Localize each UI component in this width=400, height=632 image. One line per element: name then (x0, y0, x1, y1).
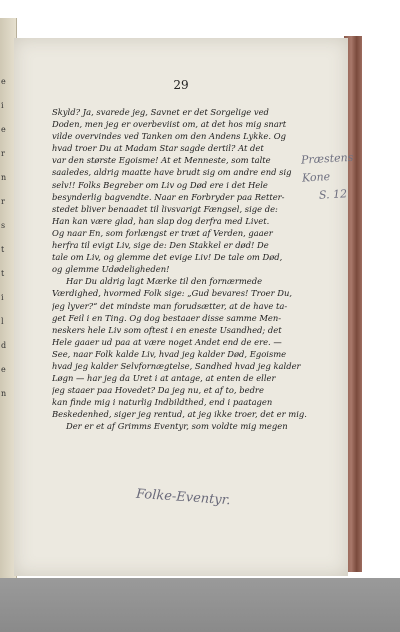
left-page-fragment: l (1, 317, 4, 326)
book-page (14, 38, 354, 576)
text-line: hvad jeg kalder Selvfornægtelse, Sandhed hvad jeg kalder (52, 360, 301, 371)
text-line: besynderlig bagvendte. Naar en Forbryder paa Retter- (52, 191, 285, 202)
left-page-fragment: t (1, 269, 5, 278)
body-text (52, 106, 310, 433)
page-number: 29 (173, 78, 189, 92)
text-line: Han kan være glad, han slap dog derfra med Livet. (52, 215, 270, 226)
text-line: Skyld? Ja, svarede jeg, Savnet er det Sorgelige ved (52, 107, 269, 117)
left-page-fragment: t (1, 245, 5, 254)
left-page-fragment: n (1, 389, 7, 398)
margin-note-line: S. 12 (318, 187, 348, 202)
left-page-fragment: i (1, 293, 4, 302)
left-page-fragment: r (1, 149, 5, 158)
left-page-fragment: e (1, 77, 6, 86)
left-page-fragment: n (1, 173, 7, 182)
handwritten-annotation: Folke-Eventyr. (135, 486, 232, 509)
text-line: neskers hele Liv som oftest i en eneste Usandhed; det (52, 324, 282, 335)
text-line: vilde overvindes ved Tanken om den Andens Lykke. Og (52, 131, 286, 142)
text-line: saaledes, aldrig maatte have brudt sig om andre end sig (52, 167, 292, 178)
left-page-fragment: e (1, 125, 6, 134)
margin-note-line: Præstens (300, 150, 354, 167)
left-page-fragment: d (1, 341, 7, 350)
text-line: jeg lyver?“ det mindste man forudsætter, at de have ta- (52, 300, 288, 311)
text-line: hvad troer Du at Madam Star sagde dertil? At det (52, 143, 264, 154)
text-line: Der er et af Grimms Eventyr, som voldte mig megen (66, 421, 288, 432)
text-line: kan finde mig i naturlig Indbildthed, end i paatagen (52, 397, 273, 408)
text-line: tale om Liv, og glemme det evige Liv! De tale om Død, (52, 252, 283, 263)
text-line: Værdighed, hvormed Folk sige: „Gud bevares! Troer Du, (52, 288, 293, 299)
text-line: var den største Egoisme! At et Menneste, som talte (52, 155, 271, 166)
text-line: jeg staaer paa Hovedet? Da jeg nu, et af to, bedre (52, 385, 264, 396)
background-band (0, 578, 400, 632)
text-line: selv!! Folks Begreber om Liv og Død ere i det Hele (52, 179, 268, 190)
text-line: Doden, men jeg er overbeviist om, at det hos mig snart (52, 119, 287, 130)
left-page-fragment: i (1, 101, 4, 110)
text-line: Og naar En, som forlængst er træt af Verden, gaaer (52, 227, 273, 238)
text-line: og glemme Udødeligheden! (52, 264, 170, 275)
text-line: Løgn — har jeg da Uret i at antage, at enten de eller (52, 373, 276, 384)
margin-note (301, 148, 364, 205)
left-page-fragment: s (1, 221, 6, 230)
text-line: See, naar Folk kalde Liv, hvad jeg kalder Død, Egoisme (52, 348, 287, 359)
margin-note-line: Kone (301, 170, 331, 185)
text-line: Har Du aldrig lagt Mærke til den fornærmede (66, 276, 263, 287)
text-line: stedet bliver benaadet til livsvarigt Fængsel, sige de: (52, 203, 278, 214)
text-line: Hele gaaer ud paa at være noget Andet end de ere. — (52, 336, 282, 347)
text-line: Beskedenhed, siger jeg rentud, at jeg ikke troer, det er mig. (52, 409, 307, 420)
text-line: get Feil i en Ting. Og dog bestaaer disse samme Men- (52, 312, 282, 323)
left-page-fragment: e (1, 365, 6, 374)
text-line: herfra til evigt Liv, sige de: Den Stakkel er død! De (52, 240, 269, 251)
left-page-fragment: r (1, 197, 5, 206)
